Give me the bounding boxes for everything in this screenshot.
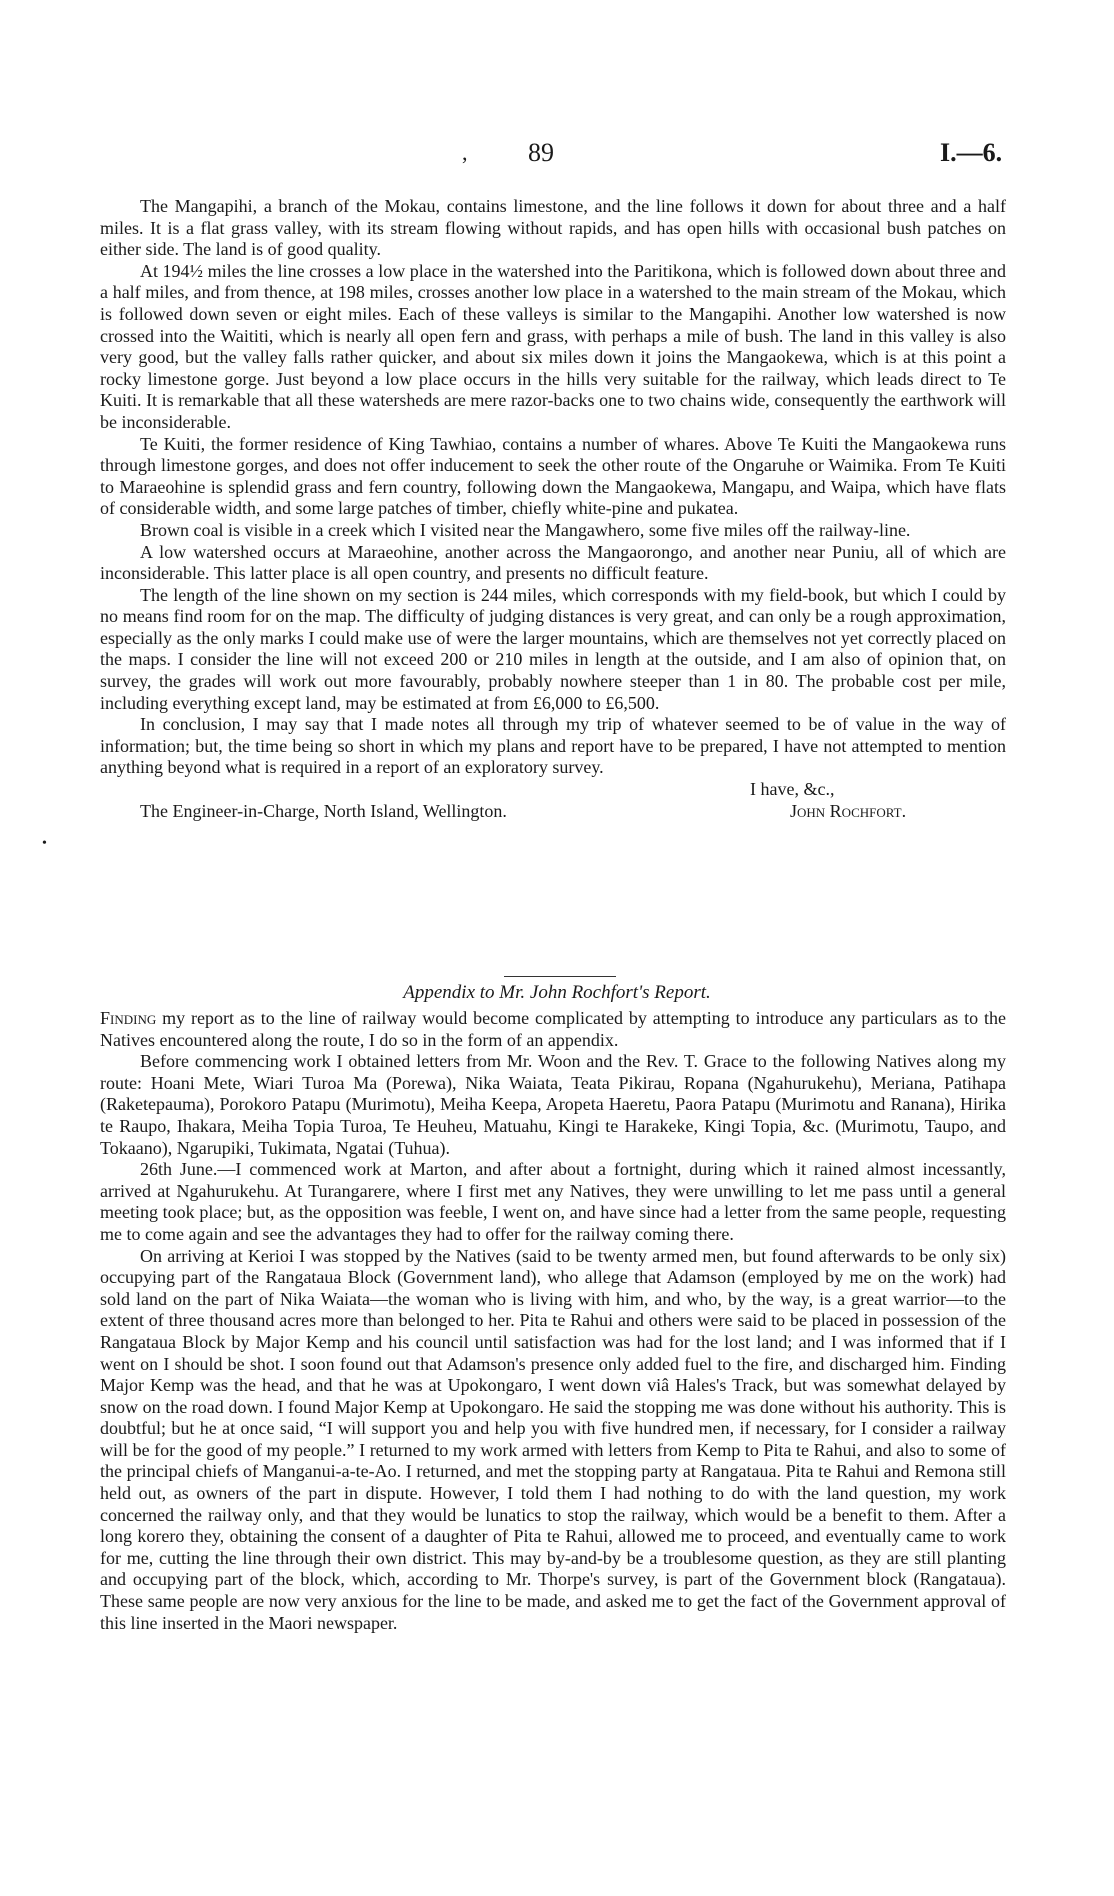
page-number: 89 [528,138,554,167]
signature-line [100,801,1006,823]
addressee: The Engineer-in-Charge, North Island, Wellington. [140,801,507,822]
appendix-paragraph [100,1008,1006,1051]
appendix-body [100,1008,1006,1634]
margin-mark: • [42,836,47,851]
header-mark: , [462,140,468,165]
report-paragraph: A low watershed occurs at Maraeohine, another across the Mangaorongo, and another near Puniu, all of which are inconsiderable. This latter place is all open country, and presents no difficult feature. [100,541,1006,584]
page-header [0,138,1114,172]
report-paragraph: At 194½ miles the line crosses a low place in the watershed into the Paritikona, which is followed down about three and a half miles, and from thence, at 198 miles, crosses another low place in a watershed to the main stream of the Mokau, which is followed down seven or eight miles. Each of these valleys is similar to the Mangapihi. Another low watershed is now crossed into the Waititi, which is nearly all open fern and grass, with perhaps a mile of bush. The land in this valley is also very good, but the valley falls rather quicker, and about six miles down it joins the Mangaokewa, which is at this point a rocky limestone gorge. Just beyond a low place occurs in the hills very suitable for the railway, which leads direct to Te Kuiti. It is remarkable that all these watersheds are mere razor-backs one to two chains wide, consequently the earthwork will be inconsiderable. [100,260,1006,432]
appendix-paragraph: Before commencing work I obtained letters from Mr. Woon and the Rev. T. Grace to the following Natives along my route: Hoani Mete, Wiari Turoa Ma (Porewa), Nika Waiata, Teata Pikirau, Ropana (Ngahurukehu), Meriana, Patihapa (Raketepauma), Porokoro Patapu (Murimotu), Meiha Keepa, Aropeta Haeretu, Paora Patapu (Murimotu and Ranana), Hirika te Raupo, Ihakara, Meiha Topia Turoa, Te Heuheu, Matuahu, Kingi te Harakeke, Kingi Topia, &c. (Murimotu, Taupo, and Tokaano), Ngarupiki, Tukimata, Ngatai (Tuhua). [100,1051,1006,1158]
section-divider [504,976,616,977]
closing-salutation: I have, &c., [750,779,835,800]
appendix-paragraph: On arriving at Kerioi I was stopped by the Natives (said to be twenty armed men, but found afterwards to be only six) occupying part of the Rangataua Block (Government land), who allege that Adamson (employed by me on the work) had sold land on the part of Nika Waiata—the woman who is living with him, and who, by the way, is a great warrior—to the extent of three thousand acres more than belonged to her. Pita te Rahui and others were said to be placed in possession of the Rangataua Block by Major Kemp and his council until satisfaction was had for the lost land; and I was informed that if I went on I should be shot. I soon found out that Adamson's presence only added fuel to the fire, and discharged him. Finding Major Kemp was the head, and that he was at Upokongaro, I went down viâ Hales's Track, but was somewhat delayed by snow on the road down. I found Major Kemp at Upokongaro. He said the stopping me was done without his authority. This is doubtful; but he at once said, “I will support you and help you with five hundred men, if necessary, for I consider a railway will be for the good of my people.” I returned to my work armed with letters from Kemp to Pita te Rahui, and also to some of the principal chiefs of Manganui-a-te-Ao. I returned, and met the stopping party at Rangataua. Pita te Rahui and Remona still held out, as owners of the part in dispute. However, I told them I had nothing to do with the land question, my work concerned the railway only, and that they would be lunatics to stop the railway, which would be a benefit to them. After a long korero they, obtaining the consent of a daughter of Pita te Rahui, allowed me to proceed, and eventually came to work for me, cutting the line through their own district. This may by-and-by be a troublesome question, as they are still planting and occupying part of the block, which, according to Mr. Thorpe's survey, is part of the Government block (Rangataua). These same people are now very anxious for the line to be made, and asked me to get the fact of the Government approval of this line inserted in the Maori newspaper. [100,1245,1006,1633]
appendix-paragraph: 26th June.—I commenced work at Marton, and after about a fortnight, during which it rained almost incessantly, arrived at Ngahurukehu. At Turangarere, where I first met any Natives, they were unwilling to let me pass until a general meeting took place; but, as the opposition was feeble, I went on, and have since had a letter from the same people, requesting me to come again and see the advantages they had to offer for the railway coming there. [100,1159,1006,1244]
report-paragraph: Te Kuiti, the former residence of King Tawhiao, contains a number of whares. Above Te Kuiti the Mangaokewa runs through limestone gorges, and does not offer inducement to seek the other route of the Ongaruhe or Waimika. From Te Kuiti to Maraeohine is splendid grass and fern country, following down the Mangaokewa, Mangapu, and Waipa, which have flats of considerable width, and some large patches of timber, chiefly white-pine and pukatea. [100,433,1006,519]
report-paragraph: In conclusion, I may say that I made notes all through my trip of whatever seemed to be of value in the way of information; but, the time being so short in which my plans and report have to be prepared, I have not attempted to mention anything beyond what is required in a report of an exploratory survey. [100,714,1006,778]
closing-line [100,779,1006,801]
report-paragraph: Brown coal is visible in a creek which I visited near the Mangawhero, some five miles off the railway-line. [140,519,911,540]
appendix-first-paragraph-text: my report as to the line of railway would become complicated by attempting to introduce any particulars as to the Natives encountered along the route, I do so in the form of an appendix. [100,1008,1006,1050]
document-reference: I.—6. [940,138,1003,167]
report-body [100,196,1006,823]
report-paragraph: The Mangapihi, a branch of the Mokau, contains limestone, and the line follows it down for about three and a half miles. It is a flat grass valley, with its stream flowing without rapids, and has open hills with occasional bush patches on either side. The land is of good quality. [100,196,1006,260]
appendix-title: Appendix to Mr. John Rochfort's Report. [403,982,711,1003]
appendix-first-word: Finding [100,1008,157,1028]
signature: John Rochfort. [790,801,907,822]
report-paragraph: The length of the line shown on my section is 244 miles, which corresponds with my field-book, but which I could by no means find room for on the map. The difficulty of judging distances is very great, and can only be a rough approximation, especially as the only marks I could make use of were the larger mountains, which are themselves not yet correctly placed on the maps. I consider the line will not exceed 200 or 210 miles in length at the outside, and I am also of opinion that, on survey, the grades will work out more favourably, probably nowhere steeper than 1 in 80. The probable cost per mile, including everything except land, may be estimated at from £6,000 to £6,500. [100,584,1006,713]
